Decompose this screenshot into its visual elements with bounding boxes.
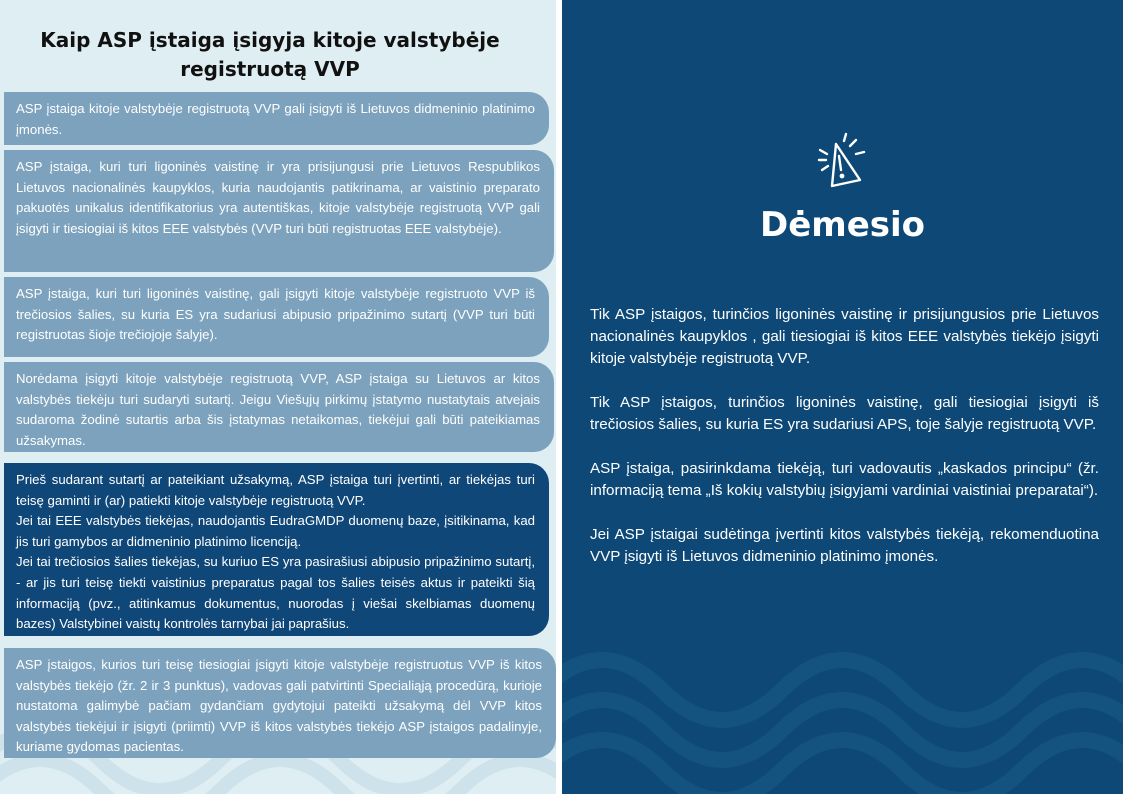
attention-note-4: Jei ASP įstaigai sudėtinga įvertinti kitos valstybės tiekėją, rekomenduotina VVP įsigyti iš Lietuvos didmeninio platinimo įmonės.	[590, 526, 1099, 565]
page-title	[30, 26, 510, 84]
info-box-text: ASP įstaigos, kurios turi teisę tiesiogiai įsigyti kitoje valstybėje registruotus VVP iš kitos valstybės tiekėjo (žr. 2 ir 3 punktus), vadovas gali patvirtinti Specialiąją procedūrą, kurioje nustatoma galimybė pačiam gydančiam gydytojui pateikti užsakymą dėl VVP kitos valstybės tiekėjui ir įsigyti (priimti) VVP iš kitos valstybės tiekėjo ASP įstaigos padalinyje, kuriame gydomas pacientas.	[16, 657, 542, 755]
info-box-text: ASP įstaiga kitoje valstybėje registruotą VVP gali įsigyti iš Lietuvos didmeninio platinimo įmonės.	[16, 101, 535, 137]
info-box-paragraph-1: Prieš sudarant sutartį ar pateikiant užsakymą, ASP įstaiga turi įvertinti, ar tiekėjas turi teisę gaminti ir (ar) patiekti kitoje valstybėje registruotą VVP.	[16, 472, 535, 508]
info-box-text: Norėdama įsigyti kitoje valstybėje registruotą VVP, ASP įstaiga su Lietuvos ar kitos valstybės tiekėju turi sudaryti sutartį. Jeigu Viešųjų pirkimų įstatymo nustatytais atvejais sudaroma žodinė sutartis arba šis įstatymas netaikomas, tiekėjui gali būti pateikiamas užsakymas.	[16, 371, 540, 448]
info-box-4	[4, 362, 554, 452]
title-line-1: Kaip ASP įstaiga įsigyja kitoje valstybėje	[40, 28, 500, 52]
info-box-text: ASP įstaiga, kuri turi ligoninės vaistinę ir yra prisijungusi prie Lietuvos Respublikos Lietuvos nacionalinės kaupyklos, kuria naudojantis patikrinama, ar vaistinio preparato pakuotės unikalus identifikatorius yra autentiškas, kitoje valstybėje registruotą VVP gali įsigyti ir tiesiogiai iš kitos EEE valstybės (VVP turi būti registruotas EEE valstybėje).	[16, 159, 540, 236]
left-panel	[0, 0, 556, 794]
title-line-2: registruotą VVP	[180, 57, 360, 81]
info-box-5	[4, 463, 549, 636]
attention-note-1: Tik ASP įstaigos, turinčios ligoninės vaistinę ir prisijungusios prie Lietuvos nacionalinės kaupyklos , gali tiesiogiai iš kitos EEE valstybės tiekėjo įsigyti kitoje valstybėje registruotą VVP.	[590, 306, 1099, 367]
info-box-3	[4, 277, 549, 357]
info-box-text: ASP įstaiga, kuri turi ligoninės vaistinę, gali įsigyti kitoje valstybėje registruoto VVP iš trečiosios šalies, su kuria ES yra sudariusi abipusio pripažinimo sutartį (VVP turi būti registruotas šioje trečiojoje šalyje).	[16, 286, 535, 343]
info-box-1	[4, 92, 549, 145]
attention-note-2: Tik ASP įstaigos, turinčios ligoninės vaistinę, gali tiesiogiai įsigyti iš trečiosios šalies, su kuria ES yra sudariusi APS, toje šalyje registruotą VVP.	[590, 394, 1099, 433]
warning-icon	[816, 130, 870, 190]
attention-heading: Dėmesio	[759, 205, 926, 245]
attention-notes	[590, 304, 1099, 590]
info-box-paragraph-2: Jei tai EEE valstybės tiekėjas, naudojantis EudraGMDP duomenų baze, įsitikinama, kad jis turi gamybos ar didmeninio platinimo licenciją.	[16, 513, 535, 549]
info-box-2	[4, 150, 554, 272]
info-box-paragraph-3: Jei tai trečiosios šalies tiekėjas, su kuriuo ES yra pasirašiusi abipusio pripažinimo sutartį, - ar jis turi teisę tiekti vaistinius preparatus pagal tos šalies teisės aktus ir pateikti šią informaciją (pvz., atitinkamus dokumentus, nuorodas į viešai skelbiamas duomenų bazes) Valstybinei vaistų kontrolės tarnybai jai paprašius.	[16, 554, 535, 632]
info-box-6	[4, 648, 556, 758]
right-panel	[562, 0, 1123, 794]
attention-note-3: ASP įstaiga, pasirinkdama tiekėją, turi vadovautis „kaskados principu“ (žr. informaciją tema „Iš kokių valstybių įsigyjami vardiniai vaistiniai preparatai“).	[590, 460, 1099, 499]
